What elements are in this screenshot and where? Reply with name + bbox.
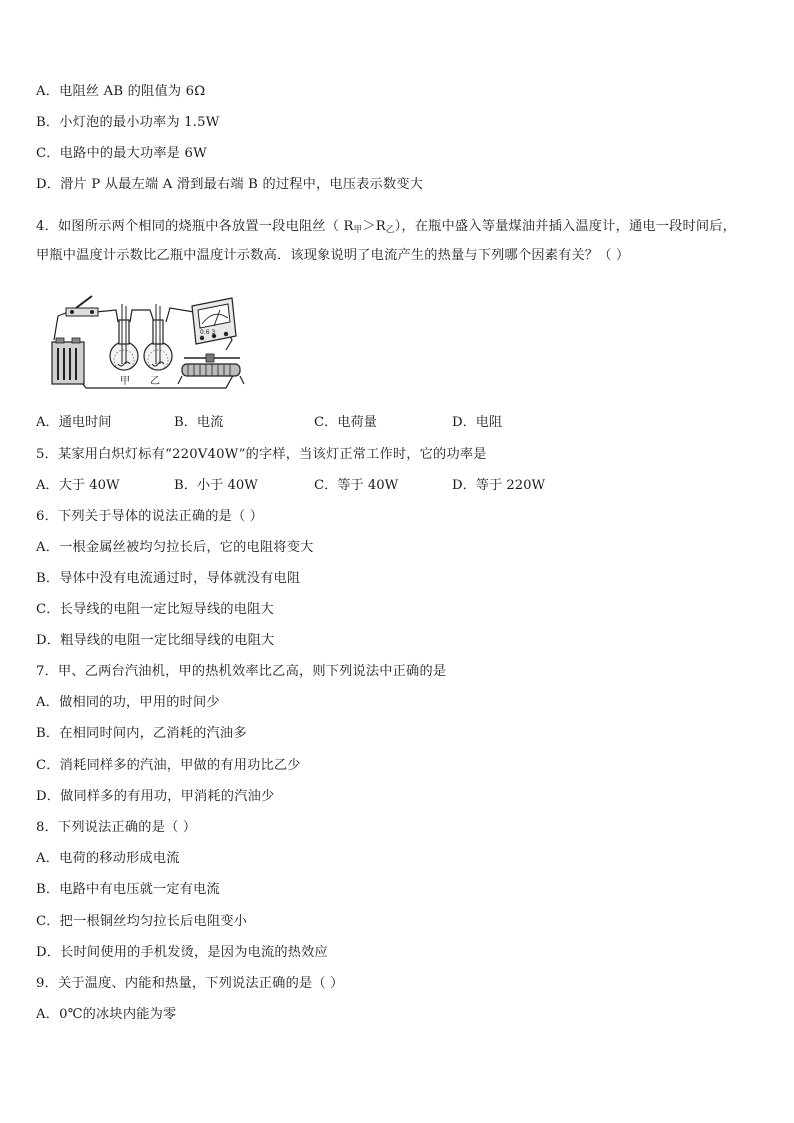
q6-option-d: D．粗导线的电阻一定比细导线的电阻大 (36, 633, 275, 648)
q3-option-c: C．电路中的最大功率是 6W (36, 146, 207, 161)
circuit-figure (46, 292, 252, 392)
flask-label-jia: 甲 (120, 376, 130, 387)
q4-option-d: D．电阻 (452, 415, 503, 430)
wire-flask1-flask2 (130, 310, 154, 322)
wire-flask2-meter (166, 308, 194, 322)
q7-option-c: C．消耗同样多的汽油，甲做的有用功比乙少 (36, 758, 301, 773)
q4-option-c: C．电荷量 (314, 415, 377, 430)
q7-option-b: B．在相同时间内，乙消耗的汽油多 (36, 726, 247, 741)
q9-stem: 9．关于温度、内能和热量，下列说法正确的是（ ） (36, 976, 344, 991)
q8-option-d: D．长时间使用的手机发烫，是因为电流的热效应 (36, 945, 328, 960)
q6-option-a: A．一根金属丝被均匀拉长后，它的电阻将变大 (36, 540, 314, 555)
q5-options (36, 477, 756, 495)
flask-label-yi: 乙 (150, 376, 160, 387)
q4-stem-part2: ），在瓶中盛入等量煤油并插入温度计，通电一段时间后， (394, 219, 737, 234)
q5-option-b: B．小于 40W (174, 478, 258, 493)
q3-option-b: B．小灯泡的最小功率为 1.5W (36, 115, 220, 130)
q7-stem: 7．甲、乙两台汽油机，甲的热机效率比乙高，则下列说法中正确的是 (36, 664, 447, 679)
q4-stem-compare: ＞R (362, 219, 386, 234)
q4-options (36, 414, 756, 432)
q7-option-a: A．做相同的功，甲用的时间少 (36, 695, 220, 710)
q9-option-a: A．0℃的冰块内能为零 (36, 1007, 177, 1022)
q5-option-a: A．大于 40W (36, 478, 120, 493)
ammeter-scale-label: 0.6 3 (200, 329, 216, 336)
q8-option-a: A．电荷的移动形成电流 (36, 851, 180, 866)
q4-stem-line1 (36, 218, 736, 236)
q3-option-d: D．滑片 P 从最左端 A 滑到最右端 B 的过程中，电压表示数变大 (36, 177, 424, 192)
wire-switch-flask1 (96, 310, 118, 322)
q4-stem-line2: 甲瓶中温度计示数比乙瓶中温度计示数高．该现象说明了电流产生的热量与下列哪个因素有关？（ ） (36, 248, 630, 263)
ammeter-icon (192, 298, 236, 344)
q7-option-d: D．做同样多的有用功，甲消耗的汽油少 (36, 789, 275, 804)
q4-option-b: B．电流 (174, 415, 224, 430)
q4-stem-part1: 4．如图所示两个相同的烧瓶中各放置一段电阻丝（ R (36, 219, 354, 234)
q6-stem: 6．下列关于导体的说法正确的是（ ） (36, 509, 264, 524)
q4-sub-jia: 甲 (353, 225, 363, 235)
q4-option-a: A．通电时间 (36, 415, 112, 430)
q5-option-d: D．等于 220W (452, 478, 546, 493)
q5-option-c: C．等于 40W (314, 478, 399, 493)
rheostat-icon (178, 354, 244, 384)
q3-option-a: A．电阻丝 AB 的阻值为 6Ω (36, 84, 206, 99)
flask-jia-icon (110, 304, 138, 370)
q8-stem: 8．下列说法正确的是（ ） (36, 820, 197, 835)
q4-sub-yi: 乙 (385, 225, 395, 235)
q5-stem: 5．某家用白炽灯标有“220V40W”的字样，当该灯正常工作时，它的功率是 (36, 447, 487, 462)
q6-option-b: B．导体中没有电流通过时，导体就没有电阻 (36, 571, 301, 586)
q6-option-c: C．长导线的电阻一定比短导线的电阻大 (36, 602, 274, 617)
q8-option-b: B．电路中有电压就一定有电流 (36, 882, 220, 897)
circuit-diagram (46, 292, 252, 392)
switch-icon (66, 296, 98, 316)
q8-option-c: C．把一根铜丝均匀拉长后电阻变小 (36, 914, 248, 929)
battery-icon (52, 338, 84, 384)
